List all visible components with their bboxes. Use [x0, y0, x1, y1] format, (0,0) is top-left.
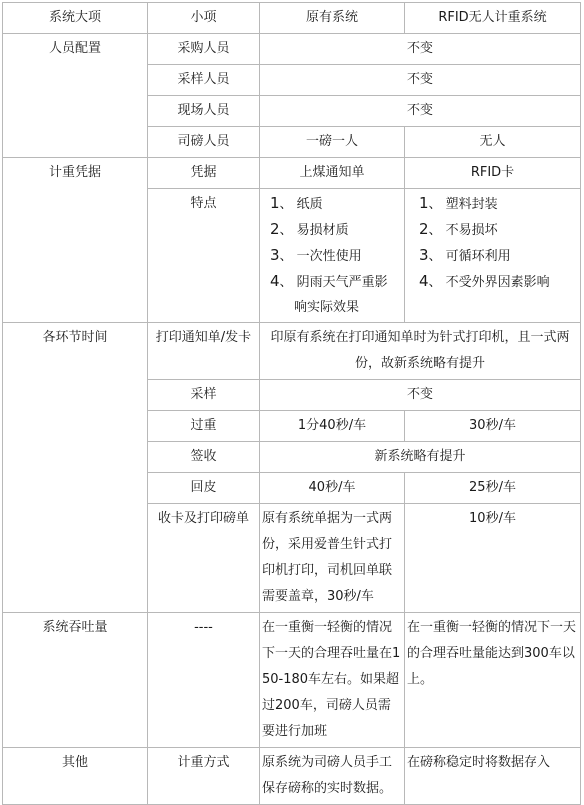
new-value-cell: 无人 [405, 127, 581, 158]
merged-value-cell: 不变 [260, 380, 581, 411]
category-timing: 各环节时间 [3, 323, 148, 613]
item-cell: 计重方式 [148, 748, 260, 805]
header-item: 小项 [148, 3, 260, 34]
list-item: 2、 不易损坏 [419, 220, 498, 238]
category-other: 其他 [3, 748, 148, 805]
item-cell: 司磅人员 [148, 127, 260, 158]
old-value-cell: 原系统为司磅人员手工保存磅称的实时数据。 [260, 748, 405, 805]
item-cell: 收卡及打印磅单 [148, 504, 260, 613]
item-cell: 采购人员 [148, 34, 260, 65]
item-cell: 特点 [148, 189, 260, 323]
item-cell: 现场人员 [148, 96, 260, 127]
old-value-cell: 原有系统单据为一式两份，采用爱普生针式打印机打印，司机回单联需要盖章，30秒/车 [260, 504, 405, 613]
list-item: 3、 可循环利用 [419, 246, 511, 264]
merged-value-cell: 不变 [260, 34, 581, 65]
list-item: 3、 一次性使用 [270, 246, 362, 264]
item-cell: 回皮 [148, 473, 260, 504]
new-value-cell: 10秒/车 [405, 504, 581, 613]
header-rfid-system: RFID无人计重系统 [405, 3, 581, 34]
header-old-system: 原有系统 [260, 3, 405, 34]
table-row [3, 158, 581, 189]
merged-value-cell: 印原有系统在打印通知单时为针式打印机，且一式两份，故新系统略有提升 [260, 323, 581, 380]
item-cell: 凭据 [148, 158, 260, 189]
list-item: 4、 阴雨天气严重影 [270, 272, 388, 290]
old-value-cell: 40秒/车 [260, 473, 405, 504]
item-cell: 过重 [148, 411, 260, 442]
old-value-cell: 在一重衡一轻衡的情况下一天的合理吞吐量在150-180车左右。如果超过200车，司磅人员需要进行加班 [260, 613, 405, 748]
new-value-cell: 在一重衡一轻衡的情况下一天的合理吞吐量能达到300车以上。 [405, 613, 581, 748]
item-cell: 签收 [148, 442, 260, 473]
list-item: 1、 纸质 [270, 194, 323, 212]
new-value-cell: 25秒/车 [405, 473, 581, 504]
table-row [3, 748, 581, 805]
item-cell: 采样 [148, 380, 260, 411]
merged-value-cell: 不变 [260, 96, 581, 127]
new-value-cell: 在磅称稳定时将数据存入 [405, 748, 581, 805]
list-item: 1、 塑料封装 [419, 194, 498, 212]
new-features-list [405, 189, 581, 323]
list-item-continuation: 响实际效果 [294, 300, 360, 315]
list-item: 4、 不受外界因素影响 [419, 272, 550, 290]
merged-value-cell: 不变 [260, 65, 581, 96]
new-value-cell: RFID卡 [405, 158, 581, 189]
old-features-list [260, 189, 405, 323]
new-value-cell: 30秒/车 [405, 411, 581, 442]
old-value-cell: 1分40秒/车 [260, 411, 405, 442]
category-throughput: 系统吞吐量 [3, 613, 148, 748]
category-credentials: 计重凭据 [3, 158, 148, 323]
merged-value-cell: 新系统略有提升 [260, 442, 581, 473]
old-value-cell: 一磅一人 [260, 127, 405, 158]
table-row [3, 613, 581, 748]
item-cell: ---- [148, 613, 260, 748]
item-cell: 采样人员 [148, 65, 260, 96]
category-personnel: 人员配置 [3, 34, 148, 158]
old-value-cell: 上煤通知单 [260, 158, 405, 189]
comparison-table [2, 2, 581, 805]
list-item: 2、 易损材质 [270, 220, 349, 238]
header-category: 系统大项 [3, 3, 148, 34]
table-row [3, 34, 581, 65]
table-row [3, 323, 581, 380]
header-row [3, 3, 581, 34]
item-cell: 打印通知单/发卡 [148, 323, 260, 380]
